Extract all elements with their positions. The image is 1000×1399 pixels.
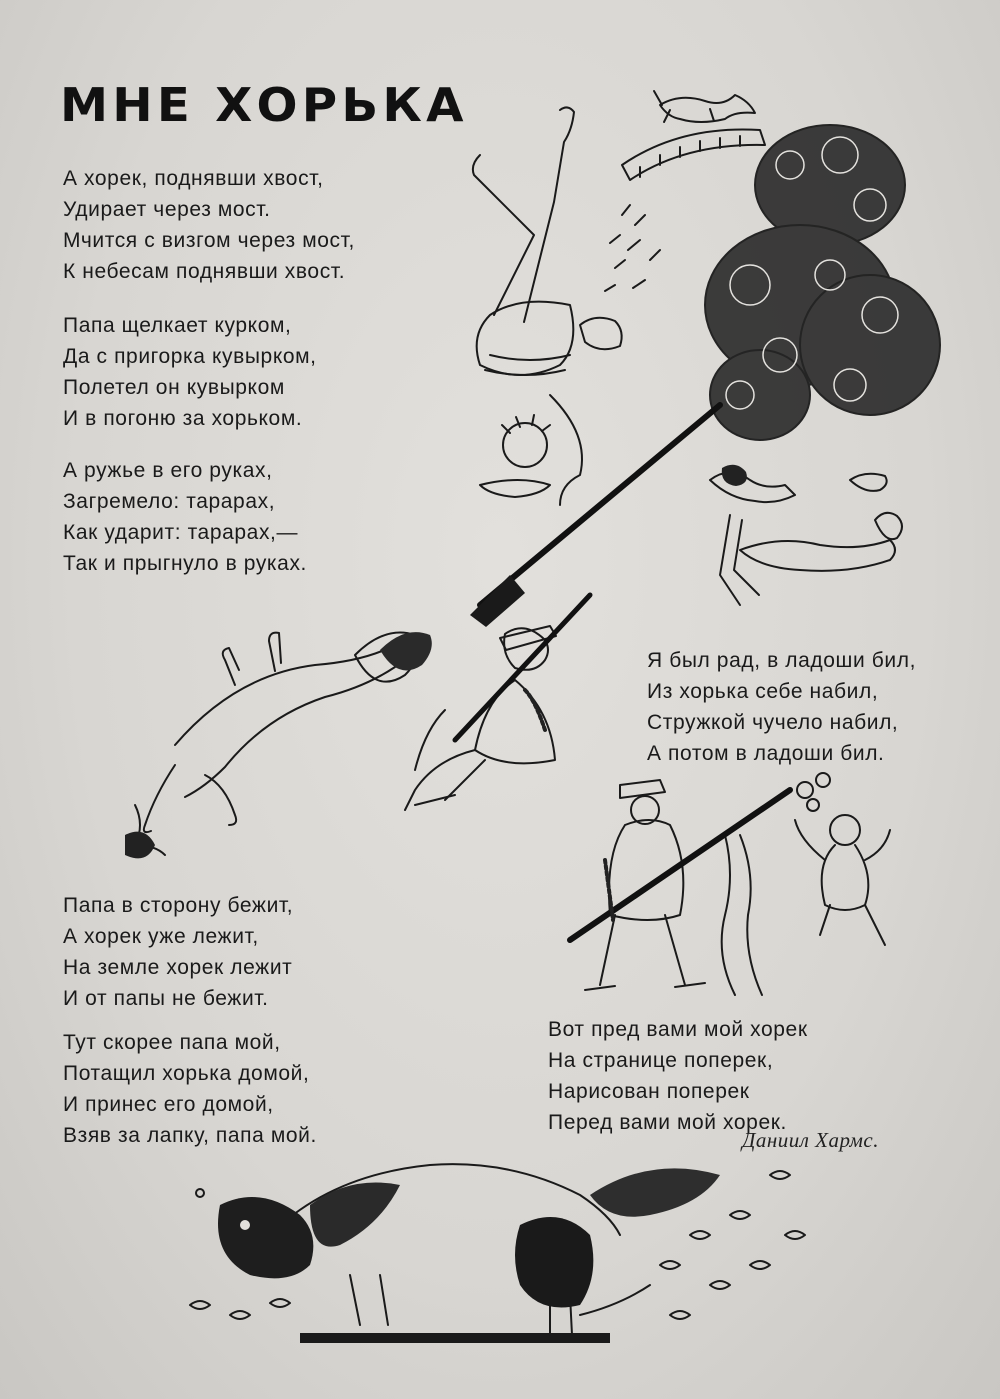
poem-line: К небесам поднявши хвост. (63, 260, 346, 283)
poem-title: МНЕ ХОРЬКА (60, 78, 468, 132)
poem-line: Потащил хорька домой, (63, 1062, 310, 1085)
poem-line: Как ударит: тарарах,— (63, 521, 299, 544)
flying-ferret-and-boots (680, 440, 930, 620)
poem-line: Перед вами мой хорек. (548, 1111, 787, 1134)
poem-line: Тут скорее папа мой, (63, 1031, 281, 1054)
poem-line: А потом в ладоши бил. (647, 742, 885, 765)
stanza-5 (63, 890, 293, 1014)
poem-line: Так и прыгнуло в руках. (63, 552, 307, 575)
poem-line: А хорек уже лежит, (63, 925, 259, 948)
poem-line: Удирает через мост. (63, 198, 271, 221)
poem-line: Да с пригорка кувырком, (63, 345, 317, 368)
father-and-child-illustration (565, 765, 895, 1005)
poem-line: Взяв за лапку, папа мой. (63, 1124, 317, 1147)
poem-line: Стружкой чучело набил, (647, 711, 899, 734)
falling-father-illustration (450, 105, 700, 630)
poem-line: А хорек, поднявши хвост, (63, 167, 324, 190)
poem-line: Мчится с визгом через мост, (63, 229, 355, 252)
poem-line: Папа щелкает курком, (63, 314, 292, 337)
poem-line: А ружье в его руках, (63, 459, 273, 482)
poem-line: Вот пред вами мой хорек (548, 1018, 808, 1041)
poem-line: И от папы не бежит. (63, 987, 269, 1010)
poem-line: На земле хорек лежит (63, 956, 293, 979)
poem-line: И принес его домой, (63, 1093, 274, 1116)
poem-line: Я был рад, в ладоши бил, (647, 649, 917, 672)
stanza-6 (63, 1027, 317, 1151)
poem-line: Из хорька себе набил, (647, 680, 879, 703)
poem-line: Нарисован поперек (548, 1080, 750, 1103)
stanza-2 (63, 310, 317, 434)
poem-line: Папа в сторону бежит, (63, 894, 294, 917)
poem-line: На странице поперек, (548, 1049, 774, 1072)
author-signature: Даниил Хармс. (742, 1128, 879, 1152)
stanza-7 (548, 1014, 808, 1138)
poem-line: И в погоню за хорьком. (63, 407, 303, 430)
ferret-portrait-illustration (190, 1155, 810, 1355)
stanza-1 (63, 163, 355, 287)
poem-line: Загремело: тарарах, (63, 490, 276, 513)
stanza-4 (647, 645, 916, 769)
stanza-3 (63, 455, 307, 579)
poem-line: Полетел он кувырком (63, 376, 285, 399)
